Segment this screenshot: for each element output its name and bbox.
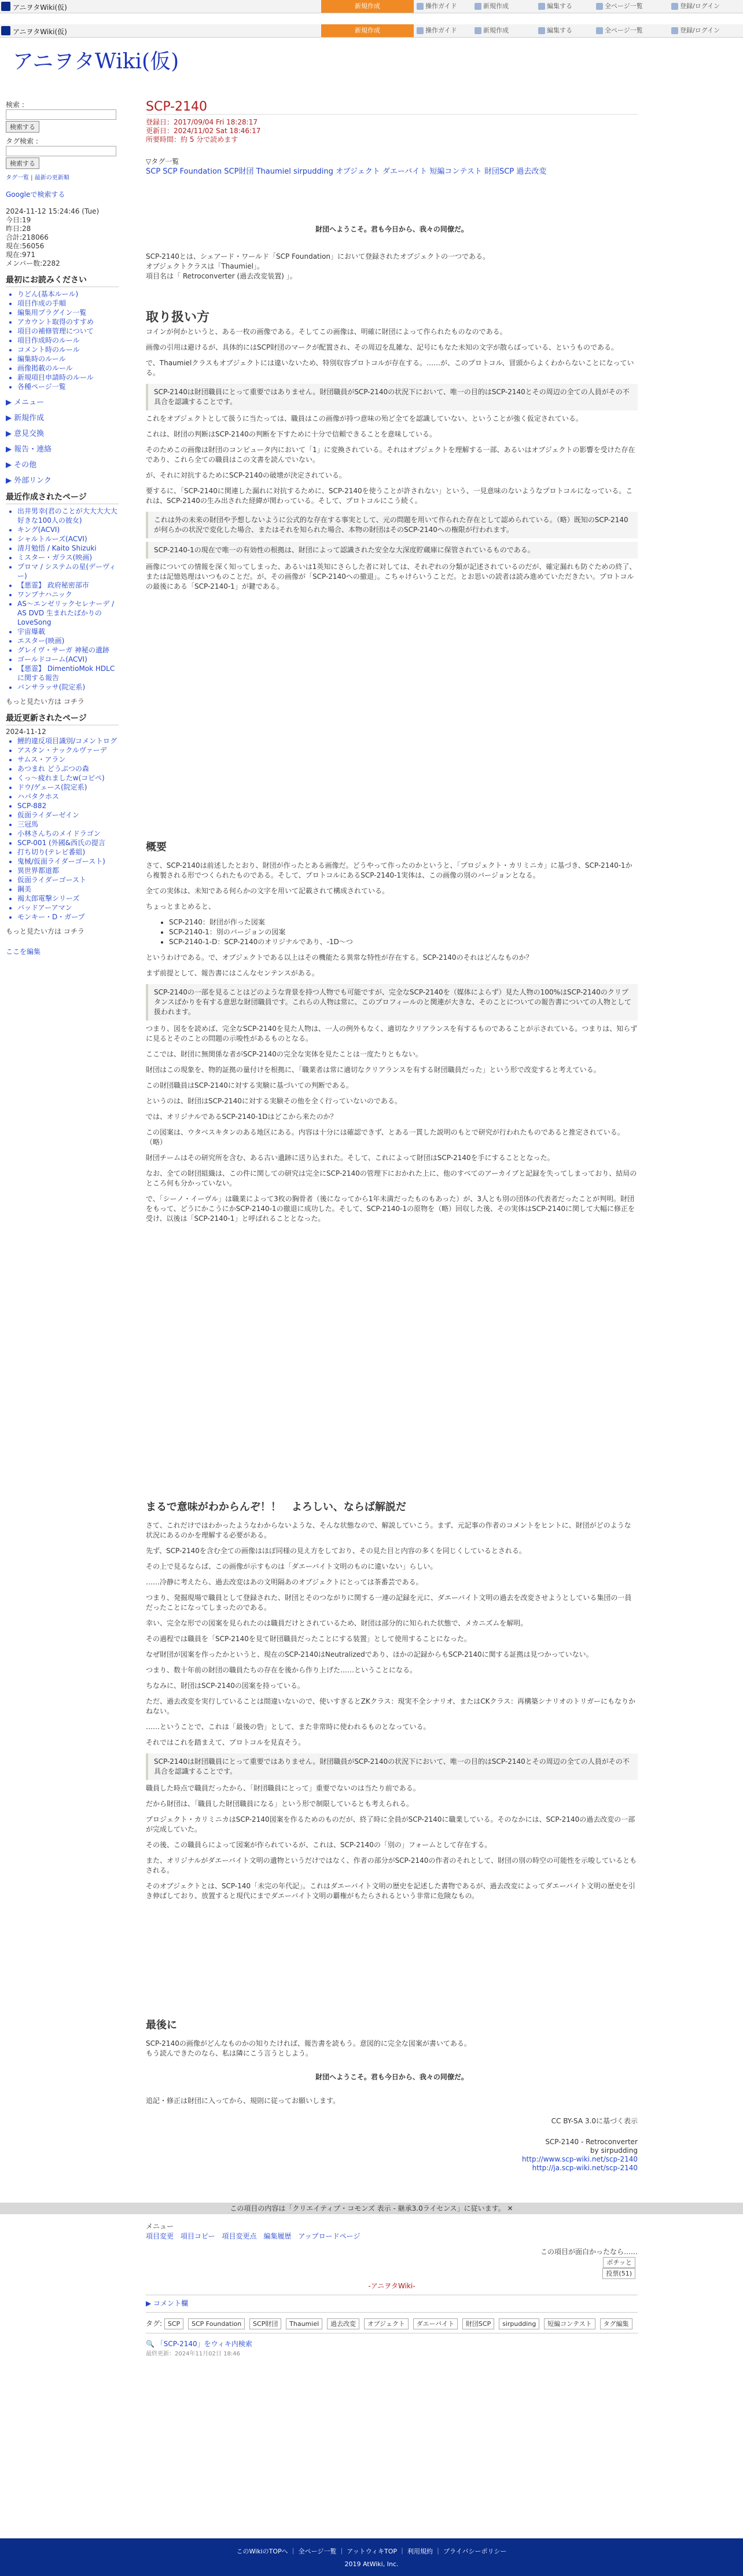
footer-copyright: 2019 AtWiki, Inc. <box>344 2560 399 2568</box>
login-label: 登録/ログイン <box>680 27 720 34</box>
paragraph: 画像についての情報を深く知ってしまった、あるいは1英知にさらした者に対しては、それぞれの分類が記述されているのだが、確定漏れも防ぐための終了、または記憶処理はいつものことだ。が、その画像が「SCP-2140への撤退」。こちゃけらいうことだ。とお思いの読者は読み進めていただきたい。プロトコルの最後にある「SCP-2140-1」が鍵である。 <box>146 563 637 590</box>
tag-edit-button[interactable]: タグ編集 <box>600 2318 632 2329</box>
read-first-heading: 最初にお読みください <box>6 274 119 287</box>
paragraph: 職員した時点で職員だったから、「財団職員にとって」重要でないのは当たり前である。 <box>146 1784 420 1792</box>
tag-chip[interactable]: 財団SCP <box>462 2318 494 2329</box>
list-item[interactable]: • 画像掲載のルール <box>17 364 119 373</box>
paragraph: まず前提として、報告書にはこんなセンテンスがある。 <box>146 968 319 977</box>
stat-today: 今日:19 <box>6 216 31 224</box>
list-item[interactable]: • 編集時のルール <box>17 354 119 364</box>
search-label: 検索 : <box>6 101 24 109</box>
tag-links[interactable]: SCP SCP Foundation SCP財団 Thaumiel sirpudding オブジェクト ダエーバイト 短編コンテスト 財団SCP 過去改変 <box>146 167 547 176</box>
intro-line: 項目名は「 Retroconverter (過去改変装置) 」。 <box>146 272 297 280</box>
page-list-button[interactable] <box>596 0 643 13</box>
login-icon <box>671 27 678 34</box>
list-item[interactable]: • 【悪霊】 DimentioMok HDLCに関する報告 <box>17 664 119 682</box>
tag-chip[interactable]: 短編コンテスト <box>544 2318 595 2329</box>
list-item[interactable]: • くっ〜疲れましたw(コピペ) <box>17 773 119 783</box>
paragraph: SCP-2140の画像がどんなものかの知りたければ、報告書を読もう。意図的に完全な図案が書いてある。 <box>146 2039 471 2047</box>
list-item[interactable]: • アスタン・ナックルヴァーデ <box>17 746 119 755</box>
footer-links[interactable]: このWikiのTOPへ ｜ 全ページ一覧 ｜ アットウィキTOP ｜ 利用規約 ｜ プライバシーポリシー <box>236 2548 507 2555</box>
intro-line: オブジェクトクラスは「Thaumiel」。 <box>146 262 264 270</box>
list-item[interactable]: • ドウ/ゲェース(院定系) <box>17 783 119 792</box>
tag-links[interactable]: タグ一覧 | 最新の更新順 <box>6 175 69 181</box>
guide-label: 操作ガイド <box>425 27 457 34</box>
page-title: SCP-2140 <box>146 102 638 115</box>
list-item[interactable]: • りどん(基本ルール) <box>17 289 119 299</box>
guide-button[interactable] <box>417 0 457 13</box>
tags-label: タグ: <box>146 2320 163 2328</box>
stat-now: 現在:56056 <box>6 242 45 250</box>
updated-list <box>6 736 119 922</box>
list-item[interactable]: • 打ち切り(テレビ番組) <box>17 847 119 857</box>
site-title[interactable]: アニヲタWiki(仮) <box>13 50 179 74</box>
paragraph: では、オリジナルであるSCP-2140-1Dはどこから来たのか？ <box>146 1112 337 1121</box>
paragraph: コインが何かというと、ある一枚の画像である。そしてこの画像は、明確に財団によって作られたものなのである。 <box>146 328 507 336</box>
paragraph: そのオブジェクトとは、SCP-140「未完の年代記」。これはダエーバイト文明の歴史を記述した書物であるが、過去改変によってダエーバイト文明の歴史を引き伸ばしており、放置すると現代にまでダエーバイト文明の覇権がもたらされるという非常に危険なもの。 <box>146 1881 635 1900</box>
list-item[interactable]: • 【悪霊】 政府秘密部市 <box>17 581 119 590</box>
list-item[interactable]: • 異世界都道都 <box>17 866 119 875</box>
paragraph: つまり、発掘現場で職員として登録された、財団とそのつながりに関する一連の記録を元に、ダエーバイト文明の過去を改変させようとしている集団の一員だったことになってしまったのである。 <box>146 1593 632 1612</box>
more-link-2[interactable]: もっと見たい方は コチラ <box>6 927 84 935</box>
new-label: 新規作成 <box>483 27 509 34</box>
list-item[interactable]: • 編集用プラグイン一覧 <box>17 308 119 317</box>
quote-block: SCP-2140は財団職員にとって重要ではありません。財団職員がSCP-2140の状況下において、唯一の目的はSCP-2140とその周辺の全ての人員がその不具合を認識することです。 <box>146 384 638 410</box>
nav-external[interactable]: ▶ 外部リンク <box>6 476 52 485</box>
recent-heading: 最近作成されたページ <box>6 491 119 504</box>
list-item[interactable]: • 各種ページ一覧 <box>17 382 119 391</box>
paragraph: これは、財団の判断はSCP-2140の判断を下すために十分で信頼できることを意味している。 <box>146 430 436 438</box>
list-item[interactable]: • ワンプナハニック <box>17 590 119 599</box>
paragraph: また、オリジナルがダエーバイト文明の遺物というだけではなく、作者の部分がSCP-2140の作者のそれとして、財団の別の時空の可能性を示唆しているともされる。 <box>146 1856 637 1874</box>
list-item[interactable]: • 三冠馬 <box>17 820 119 829</box>
vote-count[interactable]: 投票(51) <box>602 2268 635 2279</box>
paragraph: これをオブジェクトとして扱うに当たっては、職員はこの画像が持つ意味の殆ど全てを認識していない、ということが強く仮定されている。 <box>146 414 583 423</box>
paragraph: その上で見るならば、この画像が示すものは「ダエーバイト文明のものに違いない」らしい。 <box>146 1562 437 1570</box>
close-icon[interactable]: ✕ <box>507 2204 513 2212</box>
tag-chip[interactable]: Thaumiel <box>286 2318 322 2329</box>
quote-block: SCP-2140の一部を見ることはどのような背景を持つ人物でも可能ですが、完全なSCP-2140を（媒体によらず）見た人物の100%はSCP-2140のクリプタンスばかりを有する意思な財団職員です。これらの人物は常に、このプロフィールのと関連が大きな、そのことについての報告書についての人物として扱われます。 <box>146 984 638 1021</box>
stat-now2: 現在:971 <box>6 251 35 259</box>
wiki-tag: -アニヲタWiki- <box>368 2282 415 2290</box>
registered-date: 登録日：2017/09/04 Fri 18:28:17 <box>146 118 258 126</box>
list-item[interactable]: • バンサラッサ(院定系) <box>17 682 119 692</box>
tag-chip[interactable]: SCP <box>164 2318 183 2329</box>
paragraph: つまり、数十年前の財団の職員たちの存在を後から作り上げた……ということになる。 <box>146 1665 417 1674</box>
current-date: 2024-11-12 15:24:46 (Tue) <box>6 207 100 215</box>
list-item[interactable]: • 褐太郎電撃シリーズ <box>17 894 119 903</box>
credit-line: by sirpudding <box>590 2146 638 2155</box>
paragraph: ここでは、財団に無関係な者がSCP-2140の完全な実体を見たことは一度たりともない。 <box>146 1050 422 1058</box>
tag-search-input[interactable] <box>6 146 116 156</box>
site-logo-icon[interactable] <box>1 26 10 35</box>
section-heading: まるで意味がわからんぞ！！ よろしい、ならば解説だ <box>146 1500 406 1513</box>
paragraph: それではこれを踏まえて、プロトコルを見直そう。 <box>146 1738 306 1746</box>
list-icon <box>596 27 603 34</box>
toolbar-site-name[interactable]: アニヲタWiki(仮) <box>13 3 67 12</box>
guide-button[interactable] <box>417 24 457 37</box>
paragraph: というわけである。で、オブジェクトである以上はその機能たる異常な特性が存在する。SCP-2140のそれはどんなものか？ <box>146 953 533 962</box>
paragraph: 財団はこの現象を、物的証拠の量付けを根拠に、「職業者は常に適切なクリアランスを有する財団職員だった」という形で改変すると考えている。 <box>146 1065 601 1074</box>
summary-section <box>146 834 638 1230</box>
list-item[interactable]: • 出井男幸(君のことが大大大大大好きな100人の彼女) <box>17 507 119 525</box>
list-item[interactable]: • 清月勉悟 / Kaito Shizuki <box>17 544 119 553</box>
paragraph: その過程では職員を「SCP-2140を見て財団職員だったことにする装置」として使用することになった。 <box>146 1634 471 1643</box>
guide-icon <box>417 27 424 34</box>
list-item[interactable]: • コメント時のルール <box>17 345 119 354</box>
quote-block: SCP-2140は財団職員にとって重要ではありません。財団職員がSCP-2140の状況下において、唯一の目的はSCP-2140とその周辺の全ての人員がその不具合を認識することです。 <box>146 1753 638 1780</box>
updated-date: 更新日：2024/11/02 Sat 18:46:17 <box>146 127 261 135</box>
list-item[interactable]: • 仮面ライダーゴースト <box>17 875 119 885</box>
updated-heading: 最近更新されたページ <box>6 712 119 725</box>
more-link[interactable]: もっと見たい方は コチラ <box>6 698 84 706</box>
paragraph: 要するに、「SCP-2140に関連した漏れに対抗するために、SCP-2140を使うことが許されない」という、一見意味のないようなプロトコルになっている。これは、SCP-2140の生み出された経緯が関わっている。そして、プロトコルにこう続く。 <box>146 487 633 505</box>
paragraph: ……冷静に考えたら、過去改変はあの文明隔あのオブジェクトにとっては茶番芸である。 <box>146 1577 423 1586</box>
paragraph: なぜ財団が図案を作ったかというと、現在のSCP-2140はNeutralizedであり、ほかの記録からもSCP-2140に関する証拠は見つかっていない。 <box>146 1650 593 1658</box>
list-item[interactable]: • 項目作成時のルール <box>17 336 119 345</box>
list-item[interactable]: • 項目作成の手順 <box>17 299 119 308</box>
paragraph: というのは、財団はSCP-2140に対する実験その他を全く行っていないのである。 <box>146 1096 402 1105</box>
nav-opinion[interactable]: ▶ 意見交換 <box>6 430 45 438</box>
closing-text: 追記・修正は財団に入ってから、規則に従ってお願いします。 <box>146 2096 340 2105</box>
list-item[interactable]: • プロマ / システムの星(デーヴィー) <box>17 562 119 581</box>
section-heading: 概要 <box>146 841 167 853</box>
paragraph: ただ、過去改変を実行していることは間違いないので、使いすぎるとZKクラス：現実不全シナリオ、またはCKクラス：再構築シナリオのトリガーにもなりかねない。 <box>146 1697 635 1715</box>
paragraph: ……ということで、これは「最後の砦」として、また非常時に使われるものとなっている。 <box>146 1722 431 1731</box>
list-item[interactable]: • ミスター・ガラス(映画) <box>17 553 119 562</box>
list-item[interactable]: • 仮面ライダーゼイン <box>17 810 119 820</box>
google-search-link[interactable]: Googleで検索する <box>6 190 65 199</box>
page-list-button[interactable] <box>596 24 643 37</box>
cc-notice-bar <box>0 2203 743 2214</box>
list-icon <box>596 3 603 10</box>
site-footer <box>0 2538 743 2576</box>
edit-label: 編集する <box>547 2 572 10</box>
search-button[interactable]: 検索する <box>6 121 39 133</box>
list-item[interactable]: • アカウント取得のすすめ <box>17 317 119 326</box>
list-item: • SCP-2140：財団が作った図案 <box>169 918 638 927</box>
stat-yesterday: 昨日:28 <box>6 225 31 233</box>
paragraph: だから財団は、「職員した財団職員になる」という形で制限しているとも考えられる。 <box>146 1799 414 1808</box>
list-item[interactable]: • 鯉的違反項目識別/コメントログ <box>17 736 119 746</box>
sidebar <box>6 100 119 968</box>
list-item[interactable]: • 鋼美 <box>17 885 119 894</box>
paragraph: で、「シーノ・イーヴル」は職業によって3枚の胸骨者（後になってから1年未満だったものもあった）が、3人とも別の団体の代表者だったことが判明。財団をもって、どうにかこうにかSCP-2140-1の撤退に成功した。そして、SCP-2140-1の原物を（略）回収した後、その実体はSCP-2140に関して大幅に修正を受け、以後は「SCP-2140-1」と呼ばれることとなった。 <box>146 1194 635 1223</box>
welcome-text-2: 財団へようこそ。君も今日から、我々の同僚だ。 <box>315 2072 468 2081</box>
nav-other[interactable]: ▶ その他 <box>6 461 37 469</box>
rating-label: この項目が面白かったなら…… <box>540 2248 638 2256</box>
tag-list-heading[interactable]: ▽タグ一覧 <box>146 157 179 166</box>
edit-button[interactable] <box>538 24 572 37</box>
tag-chip[interactable]: SCP財団 <box>249 2318 281 2329</box>
article-header <box>146 102 638 177</box>
login-label: 登録/ログイン <box>680 2 720 10</box>
new-button[interactable] <box>475 0 509 13</box>
list-item: • SCP-2140-1-D：SCP-2140のオリジナルであり、-1D〜つ <box>169 937 638 947</box>
section-heading: 最後に <box>146 2019 177 2031</box>
credit-link[interactable]: http://www.scp-wiki.net/scp-2140 <box>521 2155 638 2163</box>
list-item[interactable]: • 小林さんちのメイドラゴン <box>17 829 119 838</box>
paragraph: その後、この職員らによって図案が作られているが、これは、SCP-2140の「別の」フォームとして存在する。 <box>146 1840 492 1849</box>
edit-label: 編集する <box>547 27 572 34</box>
cc-notice-text: この項目の内容は「クリエイティブ・コモンズ 表示 - 継承3.0ライセンス」に従います。 <box>230 2204 505 2212</box>
new-label: 新規作成 <box>483 2 509 10</box>
list-item[interactable]: • シャルトルーズ(ACVI) <box>17 534 119 544</box>
list-item[interactable]: • 鬼械/仮面ライダーゴースト) <box>17 857 119 866</box>
new-icon <box>475 27 481 34</box>
list-item[interactable]: • キング(ACVI) <box>17 525 119 534</box>
cc-link[interactable]: CC BY-SA 3.0に基づく表示 <box>551 2116 638 2125</box>
comment-link[interactable]: ▶ コメント欄 <box>146 2299 189 2307</box>
paragraph: なお、全ての財団組織は、この件に関しての研究は完全にSCP-2140の管理下におかれた上に、他のすべてのアーカイブと記録を失ってしまっており、結局のところ何も分かっていない。 <box>146 1169 637 1187</box>
guide-icon <box>417 3 424 10</box>
nav-menu[interactable]: ▶ メニュー <box>6 398 45 407</box>
list-label: 全ページ一覧 <box>605 2 643 10</box>
paragraph: 全ての実体は、未知である何らかの文字を用いて記載されて構成されている。 <box>146 886 389 895</box>
nav-new[interactable]: ▶ 新規作成 <box>6 414 45 423</box>
list-item[interactable]: • モンキー・D・ガープ <box>17 912 119 922</box>
updated-date: 2024-11-12 <box>6 728 46 736</box>
quote-block: これは外の未来の財団や予想しないように公式的な存在する事実として、元の問題を用いて作られた存在として認められている。（略）既知のSCP-2140が何らかの状況で変化した場合、またはそれを知られた場合、本物の財団はそのSCP-2140への権限が行われます。 <box>146 512 638 538</box>
tag-search-label: タグ検索 : <box>6 137 38 145</box>
list-item[interactable]: • ゴールドコーム(ACVI) <box>17 655 119 664</box>
reading-time: 所要時間：約 5 分で読めます <box>146 135 238 144</box>
intro-section <box>146 225 638 287</box>
list-item[interactable]: • エスター(映画) <box>17 636 119 645</box>
wiki-search-link[interactable]: 🔍 「SCP-2140」をウィキ内検索 <box>146 2340 252 2348</box>
paragraph: ちょっとまとめると、 <box>146 902 216 911</box>
paragraph: ちなみに、財団はSCP-2140の図案を持っている。 <box>146 1681 304 1690</box>
list-item[interactable]: • AS〜エンゼリックセレナーデ / AS DVD 生まれたばかりのLoveSong <box>17 599 119 627</box>
login-button[interactable] <box>671 24 720 37</box>
toolbar-site-name[interactable]: アニヲタWiki(仮) <box>13 28 67 36</box>
paragraph: この財団職員はSCP-2140に対する実験に基づいての判断である。 <box>146 1081 353 1089</box>
paragraph: さて、SCP-2140は前述したとおり、財団が作ったとある画像だ。どうやって作ったのかというと、「プロジェクト・カリミニカ」に基づき、SCP-2140-1から複製される形でつくられたものである。そして、プロトコルにあるSCP-2140-1実体は、この画像の別のバージョンとなる。 <box>146 861 632 879</box>
paragraph: そのためこの画像は財団のコンピュータ内において「1」に変換されている。それはオブジェクトを理解する一部、あるいはオブジェクトの影響を受けた存在であり、これら全ての職員はこの文書を読んでいない。 <box>146 446 635 464</box>
list-item[interactable]: • あつまれ どうぶつの森 <box>17 764 119 773</box>
list-item[interactable]: • SCP-001 (外國&西氏の提言 <box>17 838 119 847</box>
read-first-list <box>6 289 119 391</box>
paragraph: プロジェクト・カリミニカはSCP-2140図案を作るためのものだが、終了時に全員がSCP-2140に職業している。そのなかには、SCP-2140の過去改変の一部が完成していた。 <box>146 1815 635 1833</box>
explain-section <box>146 1494 638 1907</box>
list-item[interactable]: • サムス・アラン <box>17 755 119 764</box>
list-item[interactable]: • 項目の補修管理について <box>17 326 119 336</box>
top-toolbar-sticky <box>0 24 743 38</box>
paragraph: 画像の引用は避けるが、具体的にはSCP財団のマークが配置され、その周辺を乱雑な、記号にもなた未知の文字が散らばっている、というものである。 <box>146 343 618 351</box>
list-item[interactable]: • グレイヴ・サーガ 神秘の遺跡 <box>17 645 119 655</box>
menu-links[interactable]: 項目変更 項目コピー 項目変更点 編集履歴 アップロードページ <box>146 2232 361 2240</box>
search-icon: 🔍 <box>146 2340 155 2348</box>
paragraph: この図案は、ウタベスキタンのある地区にある。内容は十分には確認できず、とある一貫した説明のもとで研究が行われたものであると推定されている。（略） <box>146 1128 624 1146</box>
list-item[interactable]: • ハパタクホス <box>17 792 119 801</box>
paragraph: が、それに対抗するためにSCP-2140の破壊が決定されている。 <box>146 471 346 479</box>
tag-chip[interactable]: 過去改変 <box>327 2318 359 2329</box>
welcome-text: 財団へようこそ。君も今日から、我々の同僚だ。 <box>315 225 468 233</box>
tag-search-button[interactable]: 検索する <box>6 157 39 169</box>
site-logo-icon[interactable] <box>1 2 10 11</box>
list-item: • SCP-2140-1：別のバージョンの図案 <box>169 927 638 937</box>
edit-sidebar-link[interactable]: ここを編集 <box>6 948 41 956</box>
paragraph: さて、これだけではわかったようなわからないような、そんな状態なので、解説していこう。まず、元記事の作者のコメントをヒントに、財団がどのような状況にあるのかを理解する必要がある。 <box>146 1521 631 1539</box>
top-toolbar <box>0 0 743 13</box>
paragraph: 幸い、完全な形での図案を見られたのは職員だけとされているため、財団は部分的に知られた状態で、メカニズムを解明。 <box>146 1619 528 1627</box>
menu-label: メニュー <box>146 2222 174 2230</box>
list-item[interactable]: • SCP-882 <box>17 801 119 810</box>
credit-link[interactable]: http://ja.scp-wiki.net/scp-2140 <box>532 2163 638 2172</box>
paragraph: で、Thaumielクラスもオブジェクトには違いないため、特別収容プロトコルが存在する。……が、このプロトコル、冒頭からよくわからないことになっている。 <box>146 359 634 377</box>
rate-button[interactable]: ポチッと <box>603 2257 635 2268</box>
paragraph: つまり、図をを読めば、完全なSCP-2140を見た人物は、一人の例外もなく、適切なクリアランスを有するものであることが示されている。つまりは、知らずに見るとそのことの問題の示唆性があるものとなる。 <box>146 1024 638 1043</box>
list-label: 全ページ一覧 <box>605 27 643 34</box>
nav-report[interactable]: ▶ 報告・連絡 <box>6 445 52 454</box>
tag-chip[interactable]: SCP Foundation <box>188 2318 245 2329</box>
edit-icon <box>538 3 545 10</box>
tag-chip[interactable]: ダエーバイト <box>413 2318 458 2329</box>
paragraph: もう読んできたのなら、私は隣にこう言うとしよう。 <box>146 2049 313 2057</box>
recent-list <box>6 507 119 692</box>
search-input[interactable] <box>6 109 116 120</box>
new-button[interactable] <box>475 24 509 37</box>
new-icon <box>475 3 481 10</box>
list-item[interactable]: • 宇宙爆載 <box>17 627 119 636</box>
new-page-button[interactable]: 新規作成 <box>321 24 414 37</box>
tag-chip[interactable]: オブジェクト <box>364 2318 409 2329</box>
edit-icon <box>538 27 545 34</box>
last-section <box>146 2012 638 2173</box>
article-footer <box>146 2222 638 2359</box>
handling-section <box>146 310 638 597</box>
stat-total: 合計:218066 <box>6 233 49 241</box>
edit-button[interactable] <box>538 0 572 13</box>
login-icon <box>671 3 678 10</box>
section-heading: 取り扱い方 <box>146 310 210 325</box>
quote-block: SCP-2140-1の現在で唯一の有効性の根拠は、財団によって認識された安全な大深度貯蔵庫に保管されているものである。 <box>146 542 638 559</box>
login-button[interactable] <box>671 0 720 13</box>
last-update: 最終更新：2024年11月02日 18:46 <box>146 2351 240 2357</box>
credit-line: SCP-2140 - Retroconverter <box>545 2137 638 2146</box>
guide-label: 操作ガイド <box>425 2 457 10</box>
tag-chip[interactable]: sirpudding <box>499 2318 539 2329</box>
stat-members: メンバー数:2282 <box>6 259 60 267</box>
intro-line: SCP-2140とは、シェアード・ワールド「SCP Foundation」において登録されたオブジェクトの一つである。 <box>146 252 490 260</box>
new-page-button[interactable]: 新規作成 <box>321 0 414 13</box>
list-item[interactable]: • 新規項目申請時のルール <box>17 373 119 382</box>
list-item[interactable]: • バッドアーアマン <box>17 903 119 912</box>
paragraph: 先ず、SCP-2140を含む全ての画像はほぼ同様の見え方をしており、その見た目と内容の多くを同じくしているとされる。 <box>146 1546 526 1555</box>
paragraph: 財団チームはその研究所を含む、ある古い遺跡に送り込まれた。そして、これによって財団はSCP-2140を手にすることとなった。 <box>146 1153 554 1162</box>
